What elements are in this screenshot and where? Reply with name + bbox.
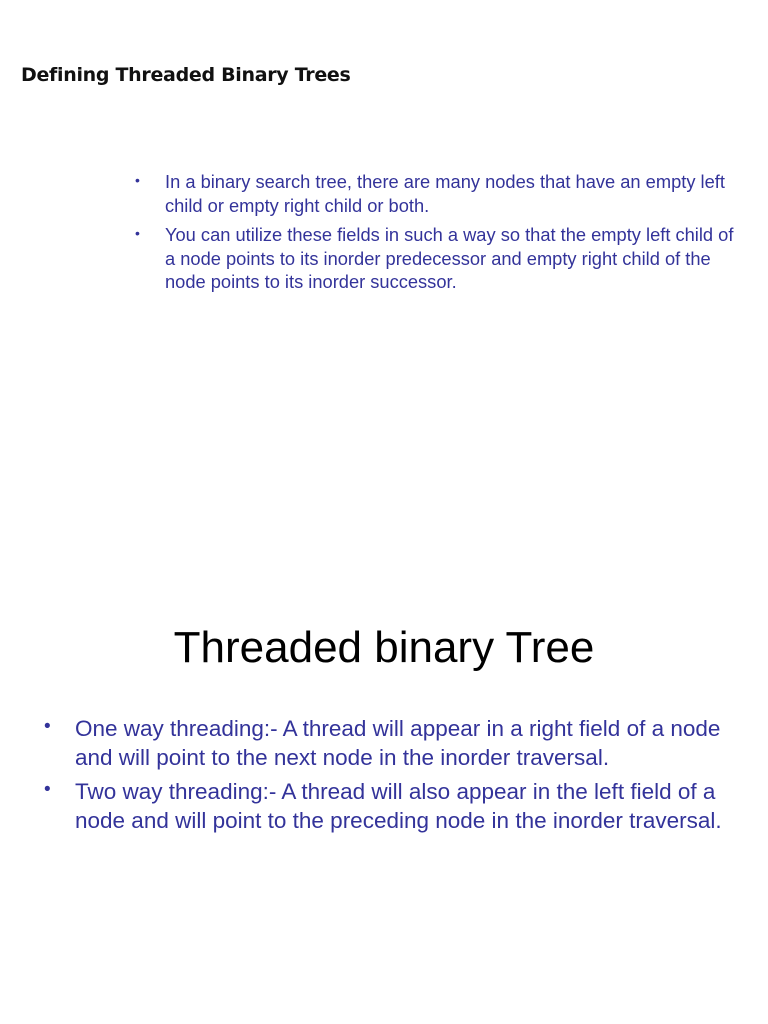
- bullet-text: You can utilize these fields in such a way so that the empty left child of a node points to its inorder predecessor and empty right child of the node points to its inorder successor.: [165, 224, 734, 292]
- bullet-text: In a binary search tree, there are many nodes that have an empty left child or empty right child or both.: [165, 171, 725, 216]
- section-heading: Threaded binary Tree: [173, 623, 595, 672]
- bullet-icon: •: [135, 225, 140, 241]
- list-item: [135, 170, 735, 217]
- bullet-icon: •: [44, 716, 51, 737]
- list-item: [135, 223, 735, 294]
- bullet-text: One way threading:- A thread will appear in a right field of a node and will point to the next node in the inorder traversal.: [75, 716, 721, 770]
- list-item: [44, 777, 734, 835]
- bullet-icon: •: [135, 172, 140, 188]
- bullet-icon: •: [44, 779, 51, 800]
- threading-bullet-list: [44, 714, 734, 840]
- bullet-text: Two way threading:- A thread will also appear in the left field of a node and will point to the preceding node in the inorder traversal.: [75, 779, 722, 833]
- list-item: [44, 714, 734, 772]
- slide-title: Defining Threaded Binary Trees: [21, 64, 351, 86]
- definition-bullet-list: [135, 170, 735, 300]
